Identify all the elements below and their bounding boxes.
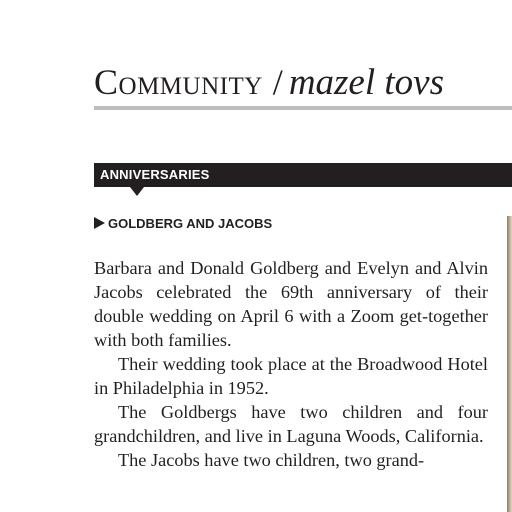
article-paragraph: Their wedding took place at the Broadwood Hotel in Philadelphia in 1952. [94,354,488,398]
article-headline [94,216,272,232]
article-headline-text: GOLDBERG AND JACOBS [108,216,273,231]
photo-edge [507,216,512,512]
article-paragraph: The Goldbergs have two children and four grandchildren, and live in Laguna Woods, California. [94,402,488,446]
section-separator: / [272,62,283,102]
header-rule [94,106,512,110]
banner-label: ANNIVERSARIES [100,167,210,182]
subsection-title: mazel tovs [288,62,444,103]
page-header [94,64,444,101]
section-title: Community [94,62,263,102]
banner-pointer-icon [130,187,144,196]
article-paragraph: The Jacobs have two children, two grand- [118,450,425,470]
anniversaries-banner [94,163,512,187]
triangle-bullet-icon [94,217,105,229]
article-body [94,256,488,472]
article-paragraph: Barbara and Donald Goldberg and Evelyn and Alvin Jacobs celebrated the 69th anniversary of their double wedding on April 6 with a Zoom get-together with both families. [94,258,488,350]
